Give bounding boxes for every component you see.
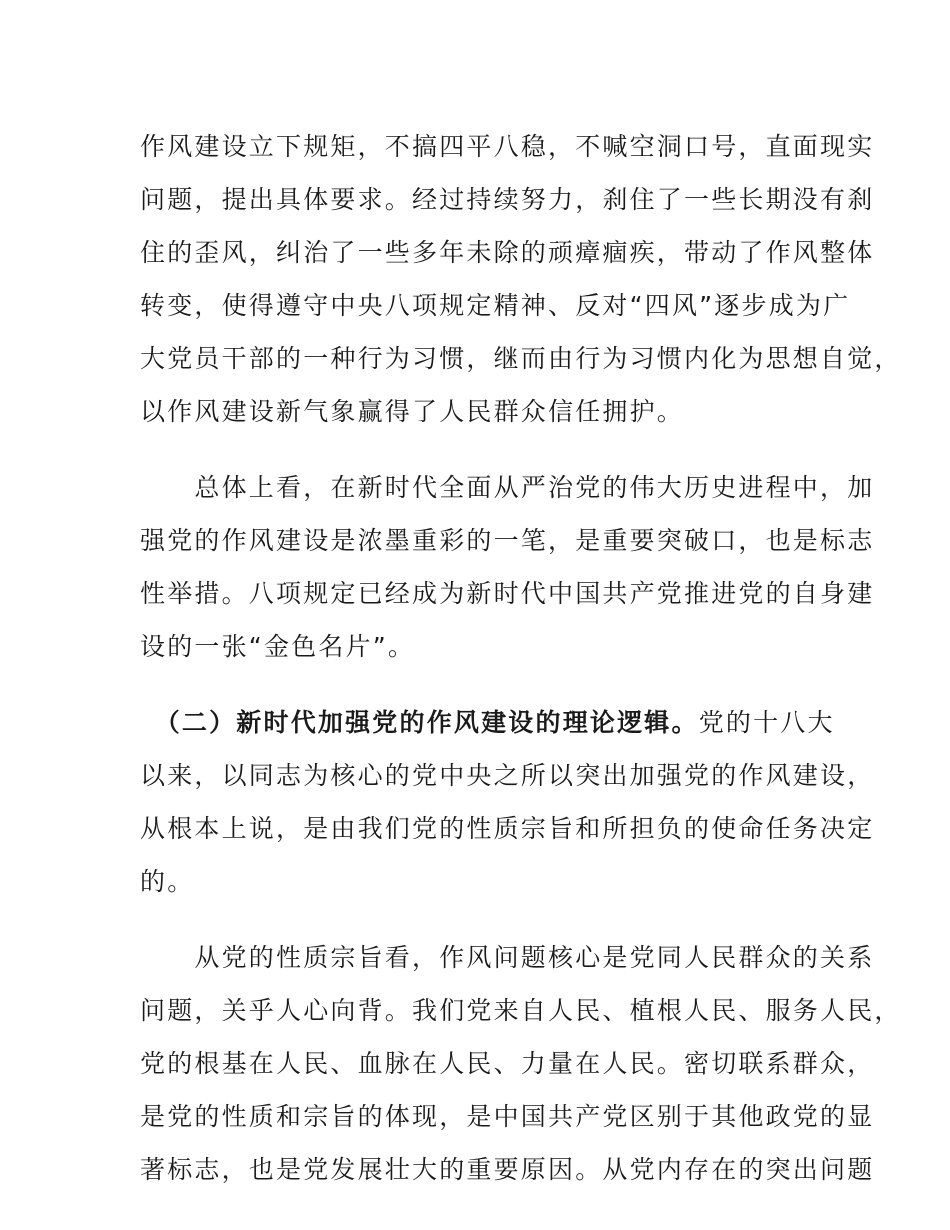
text-line: [140, 1090, 875, 1143]
text-run: 著标志，也是党发展壮大的重要原因。从党内存在的突出问题: [140, 1155, 875, 1184]
text-line: [140, 749, 875, 802]
text-run: 党的十八大: [698, 708, 835, 737]
bold-heading-run: （二）新时代加强党的作风建设的理论逻辑。: [140, 708, 699, 737]
paragraph: [140, 931, 902, 1196]
text-run: 转变，使得遵守中央八项规定精神、反对“四风”逐步成为广: [140, 291, 851, 320]
paragraph-gap: [140, 908, 830, 931]
paragraph: [140, 696, 875, 908]
paragraph-gap: [140, 438, 830, 461]
text-run: 是党的性质和宗旨的体现，是中国共产党区别于其他政党的显: [140, 1102, 875, 1131]
text-run: 从根本上说，是由我们党的性质宗旨和所担负的使命任务决定: [140, 814, 875, 843]
text-line: [140, 696, 835, 749]
text-run: 的。: [140, 867, 195, 896]
text-line: [140, 984, 902, 1037]
text-line: [140, 332, 902, 385]
text-run: 党的根基在人民、血脉在人民、力量在人民。密切联系群众，: [140, 1049, 875, 1078]
text-run: 住的歪风，纠治了一些多年未除的顽瘴痼疾，带动了作风整体: [140, 238, 875, 267]
paragraph: [140, 461, 875, 673]
text-line: [140, 173, 875, 226]
text-line: [140, 279, 851, 332]
text-run: 问题，提出具体要求。经过持续努力，刹住了一些长期没有刹: [140, 185, 875, 214]
text-line: [140, 120, 875, 173]
text-run: 问题，关乎人心向背。我们党来自人民、植根人民、服务人民，: [140, 996, 902, 1025]
text-run: 以作风建设新气象赢得了人民群众信任拥护。: [140, 397, 685, 426]
text-line: [140, 567, 875, 620]
text-run: 以来，以同志为核心的党中央之所以突出加强党的作风建设，: [140, 761, 875, 790]
paragraph: [140, 120, 902, 438]
text-line: [140, 620, 830, 673]
text-run: 从党的性质宗旨看，作风问题核心是党同人民群众的关系: [140, 943, 875, 972]
text-line: [140, 461, 875, 514]
paragraph-gap: [140, 673, 830, 696]
text-run: 强党的作风建设是浓墨重彩的一笔，是重要突破口，也是标志: [140, 526, 875, 555]
text-line: [140, 802, 875, 855]
text-line: [140, 1037, 875, 1090]
text-run: 设的一张“金色名片”。: [140, 632, 416, 661]
text-line: [140, 226, 875, 279]
text-line: [140, 385, 830, 438]
text-run: 大党员干部的一种行为习惯，继而由行为习惯内化为思想自觉，: [140, 344, 902, 373]
text-line: [140, 514, 875, 567]
text-line: [140, 1143, 875, 1196]
text-line: [140, 855, 830, 908]
text-line: [140, 931, 875, 984]
document-body: [140, 120, 902, 1196]
text-run: 总体上看，在新时代全面从严治党的伟大历史进程中，加: [140, 473, 875, 502]
text-run: 性举措。八项规定已经成为新时代中国共产党推进党的自身建: [140, 579, 875, 608]
text-run: 作风建设立下规矩，不搞四平八稳，不喊空洞口号，直面现实: [140, 132, 875, 161]
